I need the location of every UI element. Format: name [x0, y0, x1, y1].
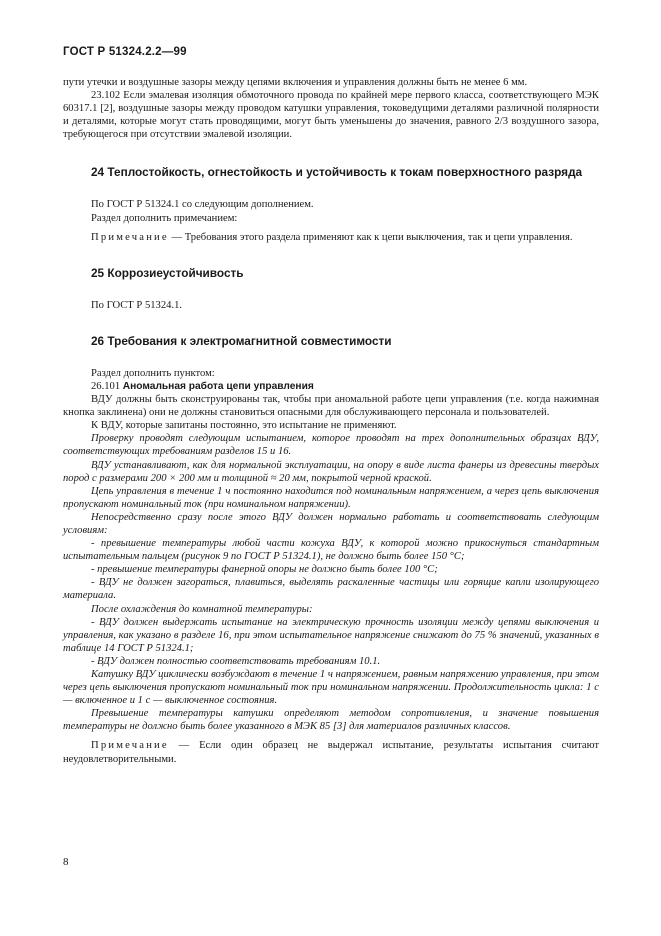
section-24-paragraph-2: Раздел дополнить примечанием:	[91, 212, 238, 224]
section-24-heading: 24 Теплостойкость, огнестойкость и устойчивость к токам поверхностного разряда	[91, 165, 583, 180]
test-paragraph-2: ВДУ устанавливают, как для нормальной эксплуатации, на опору в виде листа фанеры из древесины твердых пород с размерами 200 × 200 мм и толщиной ≈ 20 мм, покрытой черной краской.	[63, 459, 599, 484]
section-25-paragraph: По ГОСТ Р 51324.1.	[91, 299, 183, 311]
note-label: Примечание	[91, 740, 169, 752]
note-text: — Если один образец не выдержал испытание, результаты испытания считают неудовлетворительными.	[63, 740, 599, 765]
clause-title: Аномальная работа цепи управления	[122, 380, 314, 392]
clause-26-101-title	[63, 380, 599, 393]
section-26-paragraph-1: Раздел дополнить пунктом:	[91, 367, 215, 379]
test-paragraph-1: Проверку проводят следующим испытанием, которое проводят на трех дополнительных образцах ВДУ, соответствующих требованиям разделов 15 и 16.	[63, 433, 599, 458]
test-paragraph-6: Катушку ВДУ циклически возбуждают в течение 1 ч напряжением, равным напряжению управления, при этом через цепь выключения пропускают номинальный ток при номинальном напряжении. Продолжительность цикла: 1 с — включенное и 1 с — выключенное состояния.	[63, 669, 599, 707]
note-label: Примечание	[91, 231, 169, 243]
section-26-heading: 26 Требования к электромагнитной совместимости	[91, 333, 392, 348]
intro-paragraph: пути утечки и воздушные зазоры между цепями включения и управления должны быть не менее 6 мм.	[63, 77, 528, 88]
note-text: — Требования этого раздела применяют как к цепи выключения, так и цепи управления.	[168, 231, 573, 243]
section-26-paragraph-3: К ВДУ, которые запитаны постоянно, это испытание не применяют.	[91, 420, 397, 432]
test-condition-1: - превышение температуры любой части кожуха ВДУ, к которой можно прикоснуться стандартным испытательным пальцем (рисунок 9 по ГОСТ Р 51324.1), не должно быть более 150 °С;	[63, 538, 599, 563]
test-condition-4: - ВДУ должен выдержать испытание на электрическую прочность изоляции между цепями выключения и управления, как указано в разделе 16, при этом испытательное напряжение снижают до 75 % значений, указанных в таблице 14 ГОСТ Р 51324.1;	[63, 616, 599, 654]
clause-23-102: 23.102 Если эмалевая изоляция обмоточного провода по крайней мере первого класса, соответствующего МЭК 60317.1 [2], воздушные зазоры между проводом катушки управления, токоведущими деталями различной полярности и деталями, которые могут стать проводящими, могут быть уменьшены до значения, равного 2/3 воздушного зазора, требующегося при отсутствии эмалевой изоляции.	[63, 90, 599, 141]
section-26-note	[63, 739, 599, 765]
clause-number: 26.101	[91, 380, 123, 392]
test-paragraph-3: Цепь управления в течение 1 ч постоянно находится под номинальным напряжением, а через цепь выключения пропускают номинальный ток (при номинальном напряжении).	[63, 485, 599, 510]
test-paragraph-5: После охлаждения до комнатной температуры:	[91, 603, 313, 615]
document-code-header: ГОСТ Р 51324.2.2—99	[63, 46, 187, 58]
page-content	[63, 76, 599, 766]
page-number: 8	[63, 856, 69, 868]
test-condition-2: - превышение температуры фанерной опоры не должно быть более 100 °С;	[91, 564, 438, 576]
section-26-paragraph-2: ВДУ должны быть сконструированы так, чтобы при аномальной работе цепи управления (т.е. когда нажимная кнопка заклинена) они не должны становиться опасными для обслуживающего персонала и пользователей.	[63, 394, 599, 419]
test-condition-5: - ВДУ должен полностью соответствовать требованиям 10.1.	[91, 655, 381, 667]
test-paragraph-7: Превышение температуры катушки определяют методом сопротивления, и значение повышения температуры не должно быть более указанного в МЭК 85 [3] для материалов различных классов.	[63, 708, 599, 733]
section-24-paragraph-1: По ГОСТ Р 51324.1 со следующим дополнением.	[91, 199, 314, 211]
test-condition-3: - ВДУ не должен загораться, плавиться, выделять раскаленные частицы или горящие капли изолирующего материала.	[63, 577, 599, 602]
section-24-note	[63, 231, 599, 244]
test-paragraph-4: Непосредственно сразу после этого ВДУ должен нормально работать и соответствовать следующим условиям:	[63, 511, 599, 536]
section-25-heading: 25 Коррозиеустойчивость	[91, 265, 244, 280]
